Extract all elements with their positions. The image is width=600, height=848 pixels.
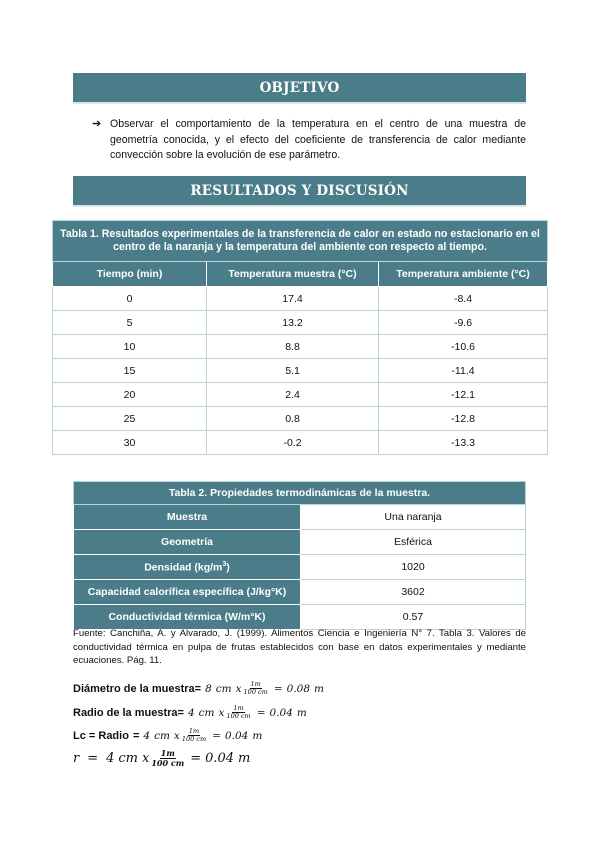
property-label: [74, 555, 301, 580]
table-row: [74, 505, 526, 530]
formula-unit: cm: [198, 706, 215, 719]
density-label-end: ): [226, 561, 230, 574]
formula-label: Lc = Radio: [73, 729, 129, 742]
section-title-results: [73, 176, 526, 207]
objective-title-text: OBJETIVO: [259, 79, 340, 96]
objective-text: Observar el comportamiento de la temperatura en el centro de una muestra de geometría conocida, y el efecto del coeficiente de transferencia de calor mediante convección sobre la evolución de ese parámetro.: [110, 118, 526, 161]
formula-unit: cm: [118, 751, 139, 766]
table1-caption: Tabla 1. Resultados experimentales de la transferencia de calor en estado no estacionario en el centro de la naranja y la temperatura del ambiente con respecto al tiempo.: [53, 221, 548, 262]
density-label-exponent: 3: [222, 560, 227, 568]
formula-equals: =: [190, 751, 202, 766]
formula-fraction: [151, 749, 184, 768]
formula-fraction: [226, 705, 250, 720]
formula-expression: [201, 681, 324, 696]
results-title-text: RESULTADOS Y DISCUSIÓN: [190, 182, 409, 199]
cell-time: 20: [53, 383, 207, 407]
formula-unit: cm: [215, 682, 232, 695]
cell-time: 30: [53, 431, 207, 455]
table-row: [53, 287, 548, 311]
cell-time: 25: [53, 407, 207, 431]
table-row: [74, 605, 526, 630]
formula-eq-sign: =: [177, 706, 184, 719]
formula-lhs: 4: [143, 729, 151, 742]
cell-sample-temp: 0.8: [207, 407, 379, 431]
fraction-numerator: 1m: [250, 680, 261, 688]
arrow-right-icon: ➔: [92, 118, 102, 130]
property-value: 0.57: [301, 605, 526, 630]
cell-ambient-temp: -10.6: [379, 335, 548, 359]
formula-r: [73, 749, 250, 768]
formula-result-unit: m: [296, 706, 307, 719]
formula-radius: [73, 705, 307, 720]
formula-lc: [73, 728, 262, 743]
property-label: Capacidad calorífica específica (J/kg°K): [74, 580, 301, 605]
formula-result: 0.04: [205, 751, 235, 766]
property-label: Conductividad térmica (W/m°K): [74, 605, 301, 630]
cell-time: 10: [53, 335, 207, 359]
property-value: Una naranja: [301, 505, 526, 530]
table1-header-time: Tiempo (min): [53, 262, 207, 287]
table-row: [53, 407, 548, 431]
fraction-numerator: 1m: [160, 748, 175, 758]
cell-ambient-temp: -8.4: [379, 287, 548, 311]
formula-label: r: [73, 751, 80, 766]
formula-expression: [73, 749, 250, 768]
formula-equals: =: [273, 682, 283, 695]
formula-expression: [184, 705, 307, 720]
table1-header-ambient-temp: Temperatura ambiente (°C): [379, 262, 548, 287]
cell-time: 0: [53, 287, 207, 311]
formula-lhs: 8: [205, 682, 212, 695]
formula-eq-sign: =: [87, 751, 99, 766]
formula-times: x: [142, 751, 150, 766]
formula-eq-sign: =: [132, 729, 140, 742]
cell-sample-temp: -0.2: [207, 431, 379, 455]
cell-time: 15: [53, 359, 207, 383]
fraction-numerator: 1m: [188, 727, 200, 735]
property-label: Muestra: [74, 505, 301, 530]
source-note: Fuente: Canchiña, A. y Alvarado, J. (1999). Alimentos Ciencia e Ingeniería N° 7. Tabla 3. Valores de conductividad térmica en pulpa de frutas establecidos con base en datos experimentales y mediante ecuaciones. Pág. 11.: [73, 628, 526, 666]
table-row: [74, 555, 526, 580]
formula-result-unit: m: [314, 682, 324, 695]
formula-expression: [139, 728, 262, 743]
results-table: [52, 220, 548, 455]
fraction-denominator: 100 cm: [226, 712, 251, 720]
table-row: [53, 335, 548, 359]
property-value: 1020: [301, 555, 526, 580]
fraction-numerator: 1m: [233, 704, 244, 712]
property-value: Esférica: [301, 530, 526, 555]
property-label: Geometría: [74, 530, 301, 555]
cell-time: 5: [53, 311, 207, 335]
formula-times: x: [235, 682, 242, 695]
formula-result: 0.08: [286, 682, 311, 695]
formula-times: x: [218, 706, 225, 719]
density-label-main: Densidad (kg/m: [144, 561, 223, 574]
formula-equals: =: [256, 706, 266, 719]
formula-equals: =: [212, 729, 221, 742]
cell-ambient-temp: -11.4: [379, 359, 548, 383]
formula-fraction: [182, 728, 206, 743]
table-row: [74, 530, 526, 555]
formula-lhs: 4: [106, 751, 115, 766]
cell-ambient-temp: -13.3: [379, 431, 548, 455]
cell-ambient-temp: -12.1: [379, 383, 548, 407]
table-row: [53, 383, 548, 407]
cell-sample-temp: 8.8: [207, 335, 379, 359]
objective-paragraph: [92, 117, 526, 164]
table-row: [74, 580, 526, 605]
cell-sample-temp: 5.1: [207, 359, 379, 383]
table-row: [53, 359, 548, 383]
formula-label: Radio de la muestra: [73, 706, 178, 719]
formula-label: Diámetro de la muestra: [73, 682, 195, 695]
cell-sample-temp: 17.4: [207, 287, 379, 311]
table2-caption: Tabla 2. Propiedades termodinámicas de la muestra.: [74, 482, 526, 505]
section-title-objective: [73, 73, 526, 104]
cell-sample-temp: 2.4: [207, 383, 379, 407]
formula-result: 0.04: [269, 706, 293, 719]
cell-sample-temp: 13.2: [207, 311, 379, 335]
table-row: [53, 431, 548, 455]
formula-diameter: [73, 681, 324, 696]
property-value: 3602: [301, 580, 526, 605]
formula-result-unit: m: [252, 729, 263, 742]
formula-result-unit: m: [238, 751, 251, 766]
formula-unit: cm: [154, 729, 170, 742]
formula-lhs: 4: [187, 706, 195, 719]
fraction-denominator: 100 cm: [151, 758, 185, 768]
formula-eq-sign: =: [194, 682, 202, 695]
table1-header-sample-temp: Temperatura muestra (°C): [207, 262, 379, 287]
formula-fraction: [244, 681, 268, 696]
formula-times: x: [173, 729, 180, 742]
cell-ambient-temp: -9.6: [379, 311, 548, 335]
fraction-denominator: 100 cm: [243, 688, 268, 696]
cell-ambient-temp: -12.8: [379, 407, 548, 431]
formula-result: 0.04: [224, 729, 249, 742]
fraction-denominator: 100 cm: [181, 735, 207, 743]
properties-table: [73, 481, 526, 630]
table-row: [53, 311, 548, 335]
